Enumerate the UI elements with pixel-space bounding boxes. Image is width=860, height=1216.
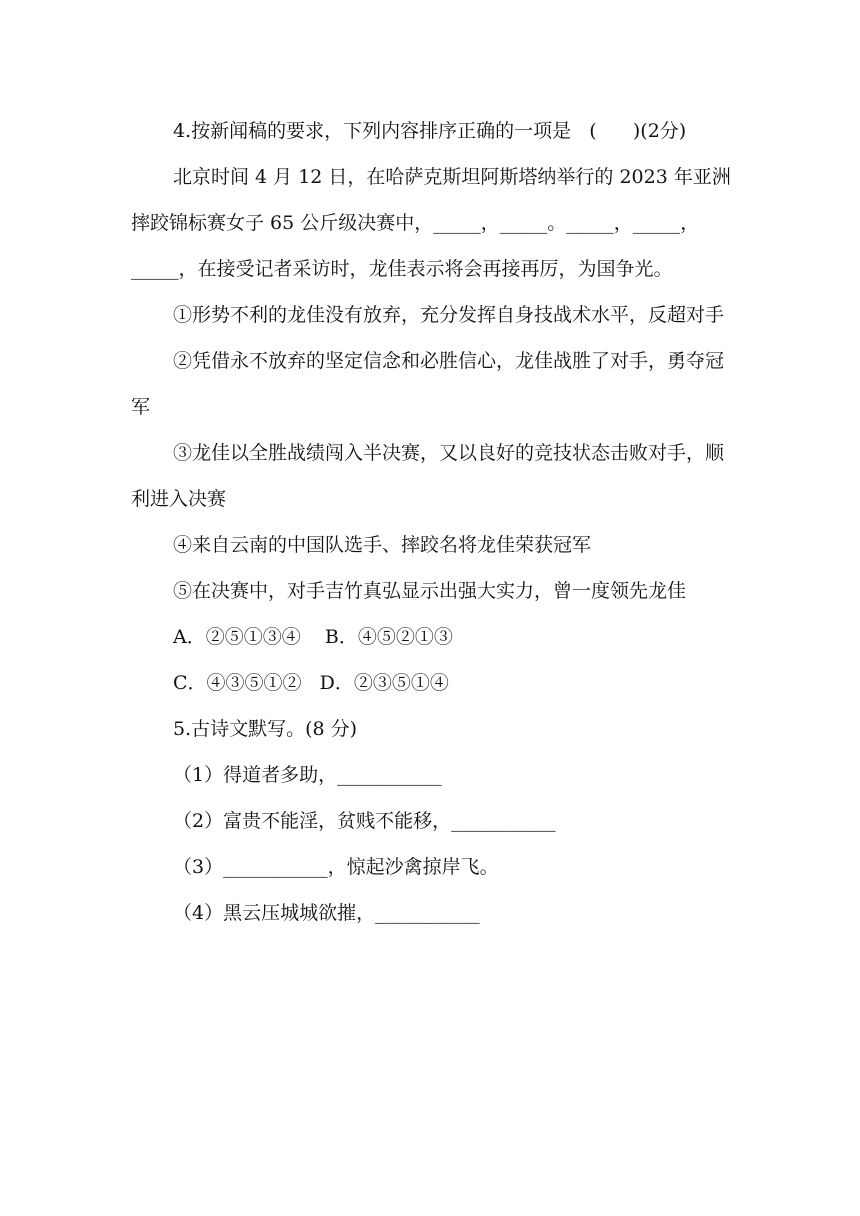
sentence-item-4: ④来自云南的中国队选手、摔跤名将龙佳荣获冠军 (173, 534, 592, 556)
poem-line-2: （2）富贵不能淫，贫贱不能移，___________ (173, 810, 556, 832)
sentence-item-1: ①形势不利的龙佳没有放弃，充分发挥自身技战术水平，反超对手 (173, 304, 725, 326)
poem-line-4: （4）黑云压城城欲摧，___________ (173, 902, 480, 924)
document-body (131, 108, 731, 936)
sentence-item-3: ③龙佳以全胜战绩闯入半决赛，又以良好的竞技状态击败对手，顺利进入决赛 (131, 442, 725, 510)
answer-options-ab: A．②⑤①③④ B．④⑤②①③ (173, 626, 453, 648)
sentence-item-5: ⑤在决赛中，对手吉竹真弘显示出强大实力，曾一度领先龙佳 (173, 580, 687, 602)
sentence-item-2: ②凭借永不放弃的坚定信念和必胜信心，龙佳战胜了对手，勇夺冠军 (131, 350, 725, 418)
poem-line-1: （1）得道者多助，___________ (173, 764, 442, 786)
poem-line-3: （3）___________，惊起沙禽掠岸飞。 (173, 856, 499, 878)
news-passage: 北京时间 4 月 12 日，在哈萨克斯坦阿斯塔纳举行的 2023 年亚洲摔跤锦标赛女子 65 公斤级决赛中，_____，_____。_____，_____，_____，在接受记者采访时，龙佳表示将会再接再厉，为国争光。 (131, 166, 731, 280)
question-4-stem: 4.按新闻稿的要求，下列内容排序正确的一项是 ( )(2分) (173, 120, 687, 142)
answer-options-cd: C．④③⑤①② D．②③⑤①④ (173, 672, 449, 694)
question-5-stem: 5.古诗文默写。(8 分) (173, 718, 358, 740)
